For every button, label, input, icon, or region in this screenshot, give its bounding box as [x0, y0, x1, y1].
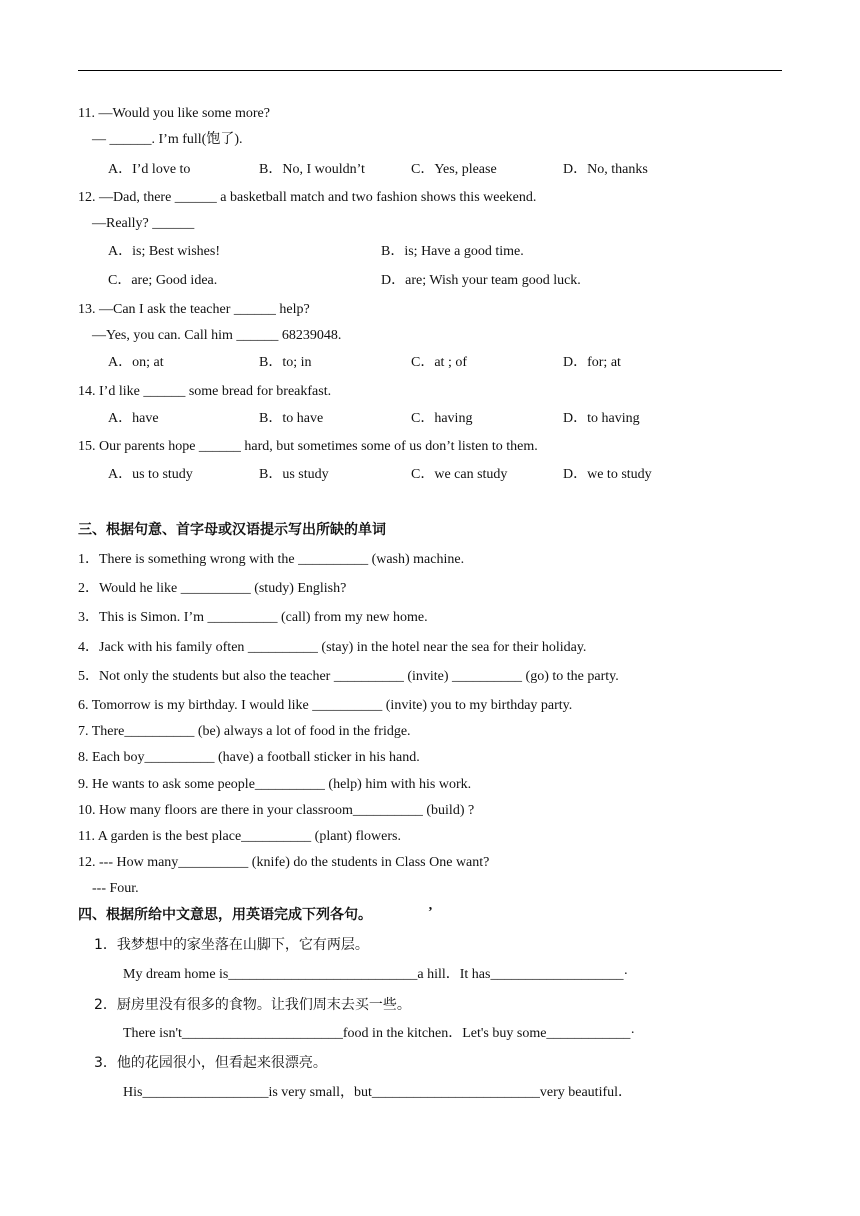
section3-item-12: 12. --- How many__________ (knife) do the students in Class One want? [78, 855, 490, 870]
section4-item-1-english: My dream home is___________________________a hill．It has___________________· [123, 967, 629, 982]
q12-option-a[interactable]: A．is; Best wishes! [108, 244, 220, 259]
section3-item-5: 5．Not only the students but also the teacher __________ (invite) __________ (go) to the party. [78, 669, 619, 684]
q14-option-a[interactable]: A．have [108, 411, 159, 426]
section4-item-1-chinese: 1．我梦想中的家坐落在山脚下，它有两层。 [94, 937, 369, 953]
q15-option-c[interactable]: C．we can study [411, 467, 508, 482]
section3-item-7: 7. There__________ (be) always a lot of food in the fridge. [78, 724, 411, 739]
header-rule [78, 70, 782, 71]
q14-option-c[interactable]: C．having [411, 411, 473, 426]
q15-stem: 15. Our parents hope ______ hard, but sometimes some of us don’t listen to them. [78, 439, 538, 454]
q11-reply: — ______. I’m full(饱了). [92, 132, 243, 147]
q12-option-d[interactable]: D．are; Wish your team good luck. [381, 273, 581, 288]
q13-option-a[interactable]: A．on; at [108, 355, 164, 370]
q11-option-b[interactable]: B．No, I wouldn’t [259, 162, 365, 177]
q11-stem: 11. —Would you like some more? [78, 106, 270, 121]
q12-option-b[interactable]: B．is; Have a good time. [381, 244, 524, 259]
q14-option-d[interactable]: D．to having [563, 411, 640, 426]
q11-option-a[interactable]: A．I’d love to [108, 162, 191, 177]
q14-option-b[interactable]: B．to have [259, 411, 324, 426]
q15-option-d[interactable]: D．we to study [563, 467, 652, 482]
q12-option-c[interactable]: C．are; Good idea. [108, 273, 218, 288]
q13-reply: —Yes, you can. Call him ______ 68239048. [92, 328, 342, 343]
section3-item-9: 9. He wants to ask some people__________ (help) him with his work. [78, 777, 472, 792]
section3-item-11: 11. A garden is the best place__________ (plant) flowers. [78, 829, 401, 844]
q13-option-c[interactable]: C．at ; of [411, 355, 467, 370]
stray-mark: ’ [428, 905, 433, 920]
q13-option-b[interactable]: B．to; in [259, 355, 312, 370]
section3-item-6: 6. Tomorrow is my birthday. I would like __________ (invite) you to my birthday party. [78, 698, 573, 713]
section3-heading: 三、根据句意、首字母或汉语提示写出所缺的单词 [78, 522, 386, 538]
section4-item-2-chinese: 2．厨房里没有很多的食物。让我们周末去买一些。 [94, 997, 411, 1013]
section4-item-3-chinese: 3．他的花园很小，但看起来很漂亮。 [94, 1055, 327, 1071]
q14-stem: 14. I’d like ______ some bread for breakfast. [78, 384, 332, 399]
section3-item-2: 2．Would he like __________ (study) English? [78, 581, 347, 596]
q11-option-c[interactable]: C．Yes, please [411, 162, 497, 177]
section4-heading: 四、根据所给中文意思，用英语完成下列各句。 [78, 907, 372, 923]
section3-item-8: 8. Each boy__________ (have) a football sticker in his hand. [78, 750, 420, 765]
q13-stem: 13. —Can I ask the teacher ______ help? [78, 302, 310, 317]
q11-option-d[interactable]: D．No, thanks [563, 162, 648, 177]
section3-item-10: 10. How many floors are there in your classroom__________ (build) ? [78, 803, 475, 818]
section3-item-12-answer: --- Four. [92, 881, 139, 896]
section4-item-2-english: There isn't_______________________food in the kitchen．Let's buy some____________· [123, 1026, 636, 1041]
section3-item-1: 1．There is something wrong with the __________ (wash) machine. [78, 552, 465, 567]
q15-option-a[interactable]: A．us to study [108, 467, 193, 482]
q15-option-b[interactable]: B．us study [259, 467, 329, 482]
q12-stem: 12. —Dad, there ______ a basketball match and two fashion shows this weekend. [78, 190, 537, 205]
section3-item-3: 3．This is Simon. I’m __________ (call) from my new home. [78, 610, 428, 625]
section3-item-4: 4．Jack with his family often __________ (stay) in the hotel near the sea for their holiday. [78, 640, 587, 655]
q13-option-d[interactable]: D．for; at [563, 355, 621, 370]
q12-reply: —Really? ______ [92, 216, 195, 231]
section4-item-3-english: His__________________is very small，but________________________very beautiful． [123, 1085, 633, 1100]
